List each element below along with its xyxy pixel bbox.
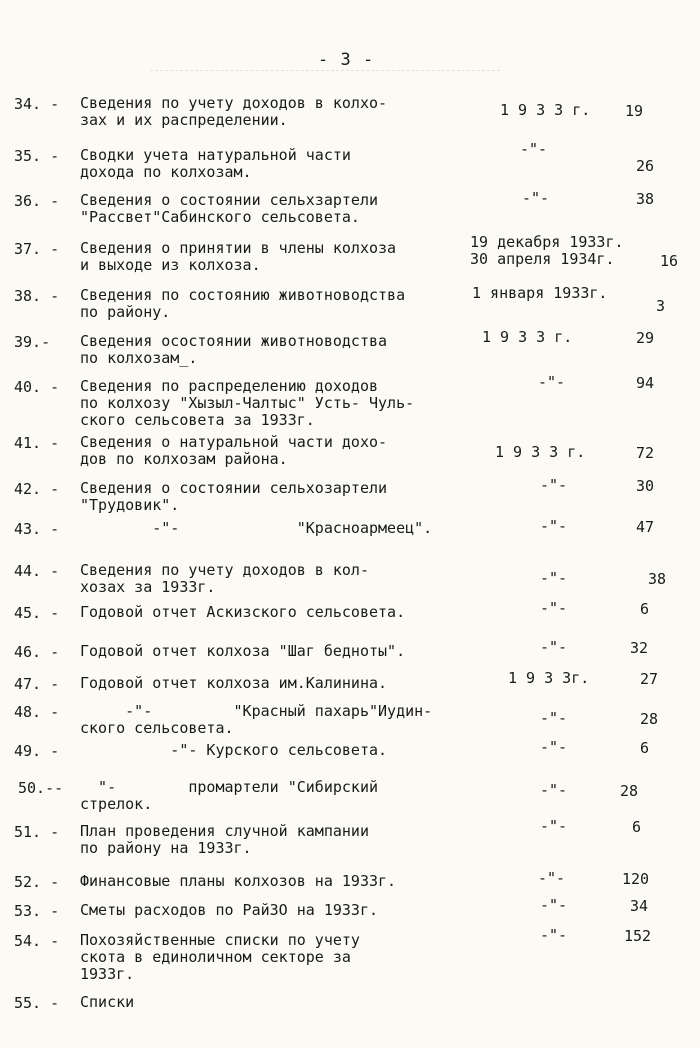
entry-description: План проведения случной кампании по району на 1933г. bbox=[80, 822, 369, 857]
entry-description: Сведения о состоянии сельхзартели "Рассвет"Сабинского сельсовета. bbox=[80, 191, 379, 226]
entry-sheet-count: 28 bbox=[640, 710, 659, 728]
entry-number: 34. - bbox=[14, 95, 60, 113]
entry-description: Сведения по учету доходов в кол- хозах за 1933г. bbox=[80, 561, 369, 596]
entry-number: 51. - bbox=[14, 823, 60, 841]
entry-date: -"- bbox=[538, 869, 566, 887]
entry-date: -"- bbox=[540, 738, 568, 756]
entry-number: 55. - bbox=[14, 994, 60, 1012]
entry-date: -"- bbox=[540, 638, 568, 656]
entry-sheet-count: 120 bbox=[622, 870, 650, 888]
entry-date: 1 9 3 3 г. bbox=[482, 328, 573, 346]
inventory-entry-34 bbox=[0, 95, 700, 145]
entry-description: Сведения о принятии в члены колхоза и выходе из колхоза. bbox=[80, 239, 397, 274]
entry-description: Похозяйственные списки по учету скота в единоличном секторе за 1933г. bbox=[80, 931, 360, 983]
entry-date: -"- bbox=[538, 373, 566, 391]
inventory-entry-39 bbox=[0, 328, 700, 383]
entry-date: -"- bbox=[540, 517, 568, 535]
entry-date: -"- bbox=[540, 781, 568, 799]
entry-sheet-count: 6 bbox=[632, 818, 642, 836]
entry-date: -"- bbox=[540, 569, 568, 587]
entry-date: 19 декабря 1933г. 30 апреля 1934г. bbox=[470, 233, 624, 268]
entry-sheet-count: 16 bbox=[660, 252, 679, 270]
entry-number: 40. - bbox=[14, 378, 60, 396]
entry-number: 42. - bbox=[14, 480, 60, 498]
entry-sheet-count: 19 bbox=[625, 102, 644, 120]
entry-sheet-count: 3 bbox=[656, 297, 666, 315]
entry-number: 53. - bbox=[14, 902, 60, 920]
entry-date: -"- bbox=[540, 817, 568, 835]
entry-number: 37. - bbox=[14, 240, 60, 258]
entry-sheet-count: 152 bbox=[624, 927, 652, 945]
entry-description: Годовой отчет колхоза им.Калинина. bbox=[80, 674, 388, 692]
entry-number: 46. - bbox=[14, 643, 60, 661]
entry-number: 44. - bbox=[14, 562, 60, 580]
entry-sheet-count: 38 bbox=[636, 190, 655, 208]
entry-sheet-count: 26 bbox=[636, 157, 655, 175]
entry-description: Годовой отчет Аскизского сельсовета. bbox=[80, 603, 406, 621]
entry-number: 52. - bbox=[14, 873, 60, 891]
entry-sheet-count: 28 bbox=[620, 782, 639, 800]
entry-description: Сведения о натуральной части дохо- дов по колхозам района. bbox=[80, 433, 388, 468]
entry-description: "- промартели "Сибирский стрелок. bbox=[80, 778, 379, 813]
inventory-entry-40 bbox=[0, 373, 700, 429]
entry-date: -"- bbox=[520, 140, 548, 158]
entry-number: 41. - bbox=[14, 434, 60, 452]
entry-number: 45. - bbox=[14, 604, 60, 622]
entry-date: -"- bbox=[540, 476, 568, 494]
entry-date: -"- bbox=[540, 896, 568, 914]
entry-description: Сведения осостоянии животноводства по колхозам_. bbox=[80, 332, 388, 367]
entry-sheet-count: 6 bbox=[640, 600, 650, 618]
entry-number: 39.- bbox=[14, 333, 51, 351]
entry-description: Сметы расходов по РайЗО на 1933г. bbox=[80, 901, 379, 919]
inventory-entry-41 bbox=[0, 434, 700, 484]
entry-description: -"- "Красный пахарь"Иудин- ского сельсовета. bbox=[80, 702, 433, 737]
entry-description: Сведения по распределению доходов по колхозу "Хызыл-Чалтыс" Усть- Чуль- ского сельсовета за 1933г. bbox=[80, 377, 415, 429]
entry-date: 1 9 3 3 г. bbox=[500, 101, 591, 119]
entry-number: 36. - bbox=[14, 192, 60, 210]
entry-sheet-count: 6 bbox=[640, 739, 650, 757]
entry-number: 35. - bbox=[14, 147, 60, 165]
inventory-entry-37 bbox=[0, 233, 700, 290]
entry-description: Сведения по состоянию животноводства по району. bbox=[80, 286, 406, 321]
entry-number: 43. - bbox=[14, 520, 60, 538]
inventory-entry-54 bbox=[0, 926, 700, 983]
entry-date: -"- bbox=[540, 599, 568, 617]
entry-date: 1 9 3 3 г. bbox=[495, 443, 586, 461]
entry-sheet-count: 34 bbox=[630, 897, 649, 915]
entry-description: Сводки учета натуральной части дохода по колхозам. bbox=[80, 146, 351, 181]
entry-number: 47. - bbox=[14, 675, 60, 693]
entry-number: 38. - bbox=[14, 287, 60, 305]
entry-number: 49. - bbox=[14, 742, 60, 760]
inventory-entry-38 bbox=[0, 284, 700, 337]
entry-sheet-count: 38 bbox=[648, 570, 667, 588]
entry-date: -"- bbox=[522, 189, 550, 207]
entry-description: Финансовые планы колхозов на 1933г. bbox=[80, 872, 397, 890]
entry-number: 48. - bbox=[14, 703, 60, 721]
entry-sheet-count: 27 bbox=[640, 670, 659, 688]
entry-description: -"- "Красноармеец". bbox=[80, 519, 433, 537]
entry-number: 50.-- bbox=[18, 779, 64, 797]
entry-sheet-count: 32 bbox=[630, 639, 649, 657]
entry-sheet-count: 94 bbox=[636, 374, 655, 392]
entry-date: 1 9 3 3г. bbox=[508, 669, 590, 687]
entry-sheet-count: 29 bbox=[636, 329, 655, 347]
inventory-entry-55 bbox=[0, 994, 700, 1044]
page-number: - 3 - bbox=[318, 50, 375, 70]
entry-description: Списки bbox=[80, 993, 135, 1011]
inventory-entry-51 bbox=[0, 817, 700, 873]
entry-description: -"- Курского сельсовета. bbox=[80, 741, 388, 759]
entry-sheet-count: 47 bbox=[636, 518, 655, 536]
entry-date: -"- bbox=[540, 926, 568, 944]
entry-date: -"- bbox=[540, 709, 568, 727]
entry-description: Годовой отчет колхоза "Шаг бедноты". bbox=[80, 642, 406, 660]
entry-number: 54. - bbox=[14, 932, 60, 950]
entry-sheet-count: 72 bbox=[636, 444, 655, 462]
entry-date: 1 января 1933г. bbox=[472, 284, 608, 302]
entry-description: Сведения о состоянии сельхозартели "Трудовик". bbox=[80, 479, 388, 514]
entry-description: Сведения по учету доходов в колхо- зах и их распределении. bbox=[80, 94, 388, 129]
entry-sheet-count: 30 bbox=[636, 477, 655, 495]
inventory-entry-35 bbox=[0, 140, 700, 197]
